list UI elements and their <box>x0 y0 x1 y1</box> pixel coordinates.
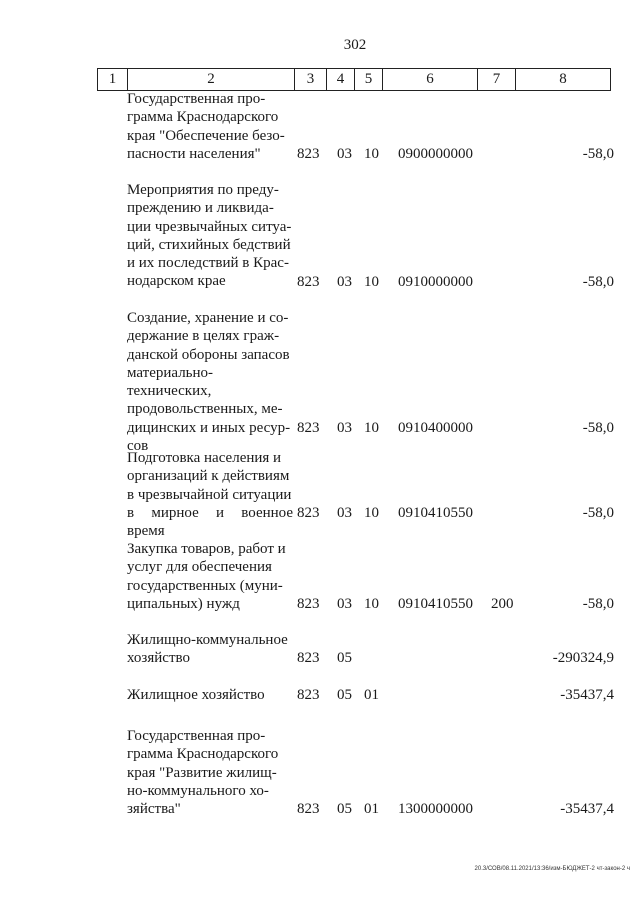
header-col-6: 6 <box>383 69 478 90</box>
cell-col-4: 05 <box>337 687 352 703</box>
cell-col-4: 03 <box>337 419 352 436</box>
row-description <box>127 309 293 455</box>
cell-col-3: 823 <box>297 801 320 818</box>
description-line: данской обороны запасов <box>127 346 290 363</box>
cell-col-6: 0910000000 <box>398 273 473 290</box>
description-line: ции чрезвычайных ситуа- <box>127 218 292 235</box>
row-description <box>127 540 293 613</box>
cell-col-4: 05 <box>337 801 352 818</box>
description-line: Закупка товаров, работ и <box>127 541 286 557</box>
cell-col-8: -58,0 <box>582 273 614 290</box>
cell-col-6: 0910410550 <box>398 504 473 521</box>
row-description <box>127 686 293 704</box>
cell-col-6: 0910410550 <box>398 595 473 612</box>
cell-col-5: 10 <box>364 145 379 162</box>
cell-col-4: 05 <box>337 650 352 667</box>
cell-col-6: 1300000000 <box>398 801 473 818</box>
cell-col-3: 823 <box>297 504 320 521</box>
cell-col-8: -58,0 <box>582 145 614 162</box>
header-col-2: 2 <box>128 69 295 90</box>
cell-col-7: 200 <box>491 595 514 612</box>
description-line: Подготовка населения и <box>127 450 282 466</box>
cell-col-8: -35437,4 <box>560 801 614 818</box>
cell-col-3: 823 <box>297 650 320 667</box>
cell-col-3: 823 <box>297 419 320 436</box>
footer-stamp: 20.3/СОВ/08.11.2021/13:36/изм-БЮДЖЕТ-2 чт-закон-2 ч <box>474 866 630 872</box>
description-line: и их последствий в Крас- <box>127 255 289 272</box>
cell-col-8: -58,0 <box>582 595 614 612</box>
cell-col-5: 10 <box>364 273 379 290</box>
cell-col-3: 823 <box>297 595 320 612</box>
row-description <box>127 631 293 668</box>
cell-col-4: 03 <box>337 273 352 290</box>
description-line: Жилищное хозяйство <box>127 687 265 703</box>
description-line: в мирное и военное время <box>127 504 293 540</box>
cell-col-5: 10 <box>364 595 379 612</box>
description-line: в чрезвычайной ситуации <box>127 486 292 503</box>
cell-col-3: 823 <box>297 687 320 703</box>
cell-col-3: 823 <box>297 145 320 162</box>
header-col-1: 1 <box>98 69 128 90</box>
cell-col-8: -35437,4 <box>560 687 614 703</box>
description-line: услуг для обеспечения <box>127 559 272 576</box>
cell-col-4: 03 <box>337 595 352 612</box>
header-col-7: 7 <box>478 69 516 90</box>
description-line: хозяйство <box>127 650 190 667</box>
header-col-4: 4 <box>327 69 355 90</box>
description-line: ципальных) нужд <box>127 595 240 612</box>
description-line: нодарском крае <box>127 273 226 290</box>
description-line: Государственная про- <box>127 91 266 107</box>
description-line: края "Обеспечение безо- <box>127 127 285 144</box>
cell-col-4: 03 <box>337 504 352 521</box>
description-line: ций, стихийных бедствий <box>127 236 291 253</box>
description-line: зяйства" <box>127 801 181 818</box>
description-line: Государственная про- <box>127 728 266 744</box>
description-line: сов <box>127 438 149 455</box>
description-line: продовольственных, ме- <box>127 401 283 418</box>
cell-col-3: 823 <box>297 273 320 290</box>
description-line: пасности населения" <box>127 145 261 162</box>
cell-col-6: 0910400000 <box>398 419 473 436</box>
cell-col-5: 10 <box>364 504 379 521</box>
cell-col-5: 01 <box>364 801 379 818</box>
description-line: государственных (муни- <box>127 577 283 594</box>
cell-col-8: -58,0 <box>582 504 614 521</box>
header-col-5: 5 <box>355 69 383 90</box>
description-line: держание в целях граж- <box>127 328 280 345</box>
header-col-8: 8 <box>559 71 567 87</box>
description-line: грамма Краснодарского <box>127 109 279 126</box>
cell-col-6: 0900000000 <box>398 145 473 162</box>
page-number: 302 <box>343 37 367 53</box>
description-line: дицинских и иных ресур- <box>127 419 291 436</box>
description-line: грамма Краснодарского <box>127 746 279 763</box>
cell-col-5: 01 <box>364 687 379 703</box>
header-col-3: 3 <box>295 69 327 90</box>
row-description <box>127 727 293 818</box>
description-line: Жилищно-коммунальное <box>127 632 288 648</box>
description-line: организаций к действиям <box>127 468 290 485</box>
description-line: материально-технических, <box>127 364 214 400</box>
description-line: Мероприятия по преду- <box>127 182 279 198</box>
row-description <box>127 181 293 291</box>
description-line: края "Развитие жилищ- <box>127 764 277 781</box>
row-description <box>127 449 293 540</box>
cell-col-8: -58,0 <box>582 419 614 436</box>
row-description <box>127 90 293 163</box>
cell-col-5: 10 <box>364 419 379 436</box>
description-line: Создание, хранение и со- <box>127 310 289 326</box>
description-line: но-коммунального хо- <box>127 782 269 799</box>
table-header <box>97 68 611 91</box>
cell-col-8: -290324,9 <box>552 650 614 667</box>
cell-col-4: 03 <box>337 145 352 162</box>
description-line: преждению и ликвида- <box>127 200 274 217</box>
